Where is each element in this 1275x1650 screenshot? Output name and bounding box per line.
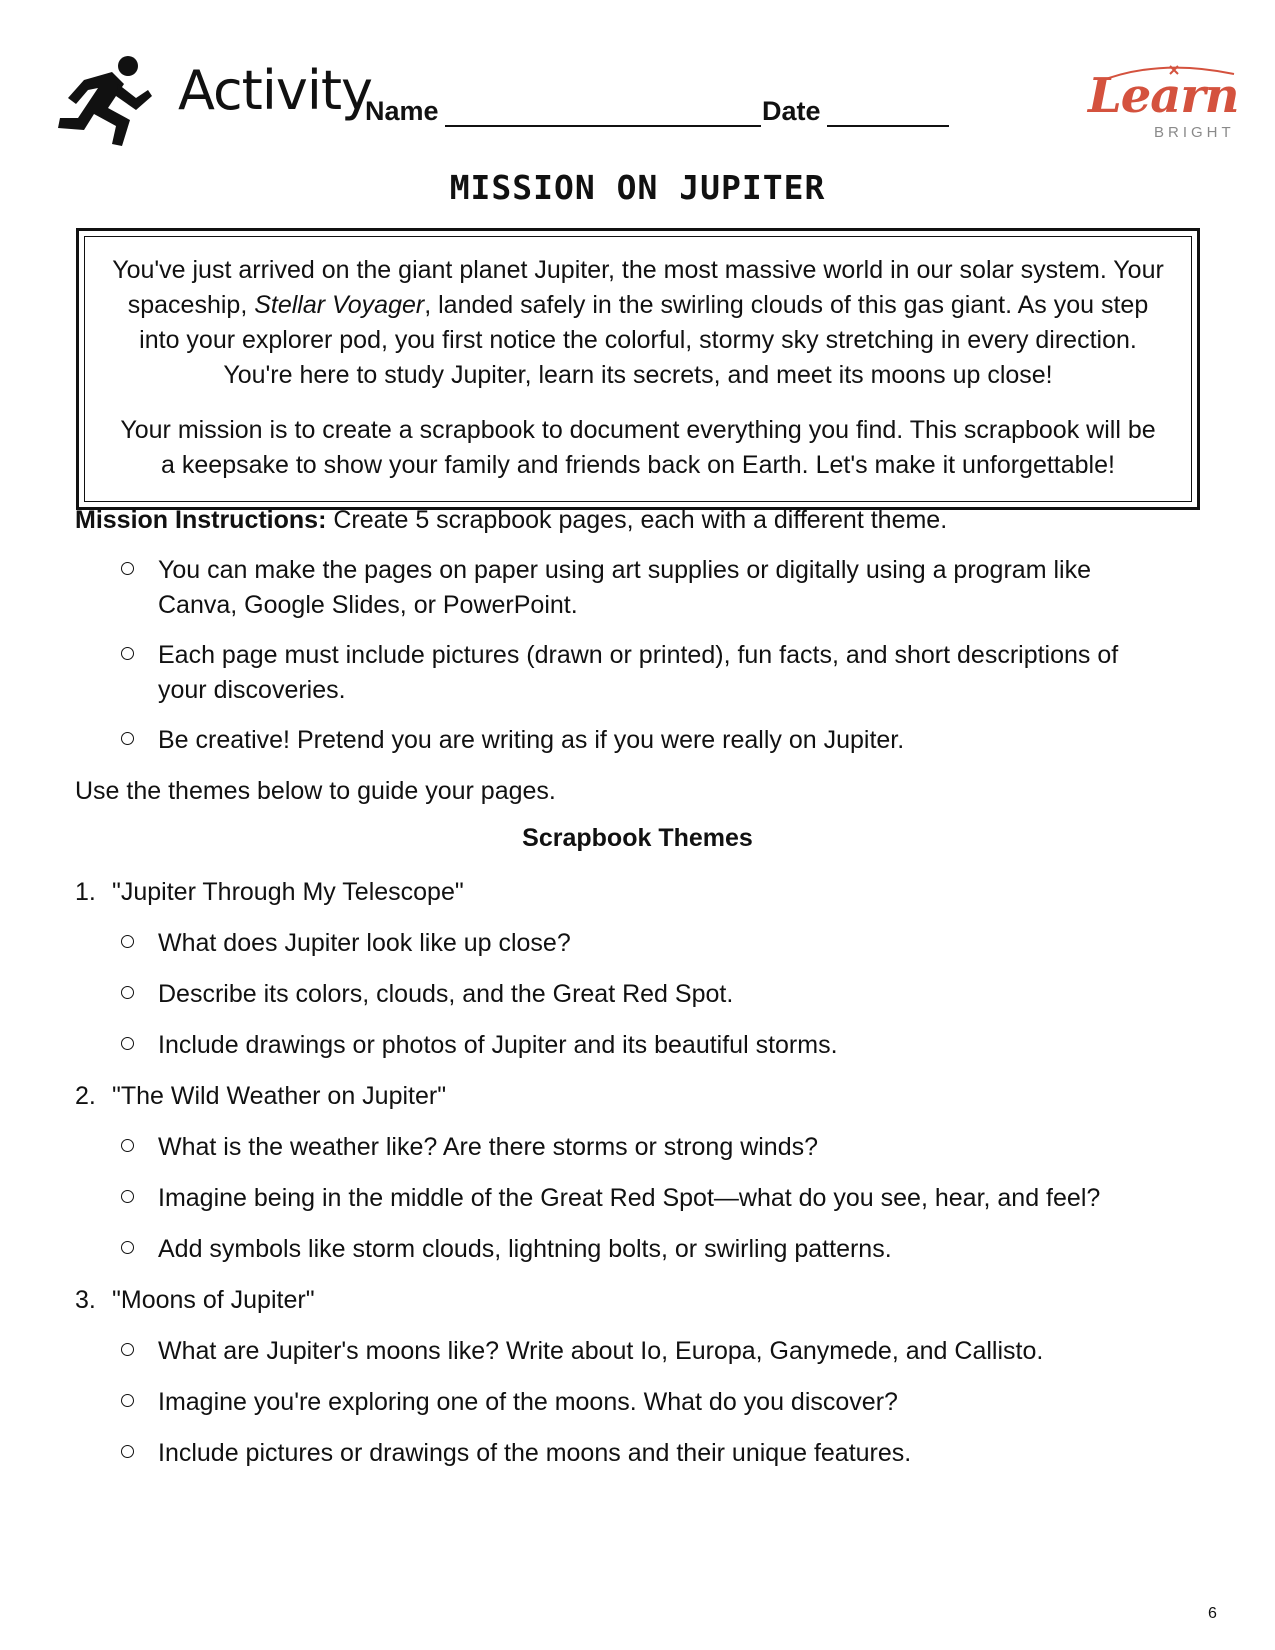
theme-bullet [121, 977, 1138, 1012]
theme-item-3 [75, 1283, 315, 1318]
bullet-ring-icon [121, 1394, 134, 1407]
theme-number: 3. [75, 1286, 96, 1314]
theme-bullet [121, 1232, 1138, 1267]
bullet-text: What are Jupiter's moons like? Write about Io, Europa, Ganymede, and Callisto. [158, 1337, 1044, 1365]
intro-paragraph-2: Your mission is to create a scrapbook to document everything you find. This scrapbook will be a keepsake to show your family and friends back on Earth. Let's make it unforgettable! [120, 416, 1156, 479]
bullet-text: Imagine you're exploring one of the moons. What do you discover? [158, 1388, 898, 1416]
bullet-text: Be creative! Pretend you are writing as if you were really on Jupiter. [158, 726, 905, 754]
date-field[interactable] [762, 96, 949, 127]
page-title: MISSION ON JUPITER [449, 168, 826, 207]
theme-bullet [121, 1181, 1138, 1216]
theme-bullet [121, 1436, 1138, 1471]
theme-bullet [121, 1334, 1138, 1369]
bullet-ring-icon [121, 986, 134, 999]
theme-title: "The Wild Weather on Jupiter" [112, 1082, 447, 1110]
bullet-text: What does Jupiter look like up close? [158, 929, 571, 957]
name-line[interactable] [445, 99, 761, 127]
instructions-label: Mission Instructions: [75, 506, 327, 534]
page-number: 6 [1208, 1605, 1217, 1622]
bullet-text: What is the weather like? Are there storms or strong winds? [158, 1133, 819, 1161]
learn-bright-logo [1088, 60, 1238, 146]
theme-item-1 [75, 875, 464, 910]
instruction-bullet [121, 723, 1138, 758]
intro-paragraph-1 [111, 253, 1165, 393]
name-label: Name [365, 96, 439, 126]
theme-bullet [121, 1130, 1138, 1165]
theme-bullet [121, 1028, 1138, 1063]
mission-instructions [75, 503, 947, 538]
bullet-ring-icon [121, 562, 134, 575]
bullet-ring-icon [121, 1037, 134, 1050]
date-line[interactable] [827, 99, 949, 127]
activity-label: Activity [178, 59, 372, 122]
bullet-text: Describe its colors, clouds, and the Great Red Spot. [158, 980, 734, 1008]
bullet-text: Add symbols like storm clouds, lightning bolts, or swirling patterns. [158, 1235, 892, 1263]
running-person-icon [54, 54, 154, 146]
bullet-text: Imagine being in the middle of the Great Red Spot—what do you see, hear, and feel? [158, 1184, 1101, 1212]
bullet-ring-icon [121, 1343, 134, 1356]
theme-number: 1. [75, 878, 96, 906]
bullet-ring-icon [121, 1445, 134, 1458]
bullet-ring-icon [121, 1241, 134, 1254]
instructions-text: Create 5 scrapbook pages, each with a different theme. [326, 506, 948, 534]
ship-name: Stellar Voyager [254, 291, 425, 319]
instruction-bullet [121, 553, 1138, 623]
theme-bullet [121, 1385, 1138, 1420]
bullet-text: Include pictures or drawings of the moons and their unique features. [158, 1439, 912, 1467]
themes-guide-text: Use the themes below to guide your pages. [75, 777, 556, 805]
theme-number: 2. [75, 1082, 96, 1110]
bullet-ring-icon [121, 1190, 134, 1203]
theme-bullet [121, 926, 1138, 961]
theme-title: "Jupiter Through My Telescope" [112, 878, 464, 906]
bullet-text: Include drawings or photos of Jupiter and its beautiful storms. [158, 1031, 838, 1059]
name-field[interactable] [365, 96, 761, 127]
bullet-ring-icon [121, 647, 134, 660]
theme-title: "Moons of Jupiter" [112, 1286, 315, 1314]
theme-item-2 [75, 1079, 446, 1114]
bullet-ring-icon [121, 732, 134, 745]
bullet-text: Each page must include pictures (drawn or printed), fun facts, and short descriptions of your discoveries. [158, 641, 1119, 704]
themes-heading: Scrapbook Themes [522, 824, 753, 852]
intro-box [76, 228, 1200, 510]
logo-subtext: BRIGHT [1154, 124, 1235, 141]
intro-p1-start: You've just arrived on the giant planet Jupiter, the most massive world in our solar system. Your spaceship, [112, 256, 1164, 319]
header [0, 0, 1275, 160]
logo-text: Learn [1088, 68, 1239, 124]
intro-text [111, 253, 1165, 503]
bullet-ring-icon [121, 1139, 134, 1152]
instruction-bullet [121, 638, 1138, 708]
intro-p1-end: , landed safely in the swirling clouds of this gas giant. As you step into your explorer pod, you first notice the colorful, stormy sky stretching in every direction. You're here to study Jupiter, learn its secrets, and meet its moons up close! [139, 291, 1149, 389]
bullet-text: You can make the pages on paper using art supplies or digitally using a program like Canva, Google Slides, or PowerPoint. [158, 556, 1091, 619]
bullet-ring-icon [121, 935, 134, 948]
date-label: Date [762, 96, 821, 126]
